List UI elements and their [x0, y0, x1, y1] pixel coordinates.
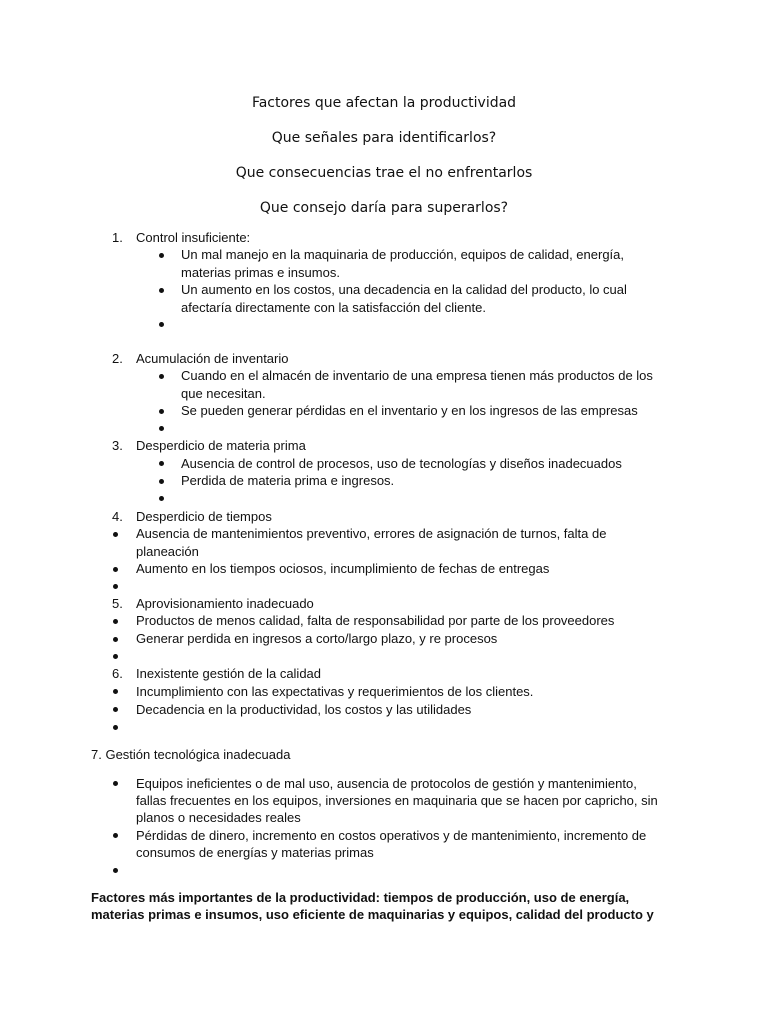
list-item: Pérdidas de dinero, incremento en costos operativos y de mantenimiento, incremento de: [136, 828, 647, 843]
bullet-icon: [159, 409, 164, 414]
bullet-icon: [113, 637, 118, 642]
list-item-continuation: materias primas e insumos.: [181, 265, 340, 280]
list-item-continuation: afectaría directamente con la satisfacción del cliente.: [181, 300, 486, 315]
bullet-icon: [113, 567, 118, 572]
list-item-continuation: que necesitan.: [181, 386, 266, 401]
list-item: Un aumento en los costos, una decadencia en la calidad del producto, lo cual: [181, 282, 627, 297]
item-title: Desperdicio de tiempos: [136, 509, 272, 524]
subtitle-advice: Que consejo daría para superarlos?: [259, 200, 509, 216]
list-item: Decadencia en la productividad, los costos y las utilidades: [136, 702, 472, 717]
bullet-icon: [113, 532, 118, 537]
item-number: 2.: [112, 351, 123, 366]
list-item: Ausencia de control de procesos, uso de tecnologías y diseños inadecuados: [181, 456, 622, 471]
item-number: 5.: [112, 596, 123, 611]
list-item-continuation: consumos de energías y materias primas: [136, 845, 374, 860]
list-item: Perdida de materia prima e ingresos.: [181, 473, 395, 488]
bullet-icon: [113, 654, 118, 659]
list-item: Un mal manejo en la maquinaria de producción, equipos de calidad, energía,: [181, 247, 625, 262]
bullet-icon: [113, 707, 118, 712]
bullet-icon: [113, 725, 118, 730]
list-item: Se pueden generar pérdidas en el inventario y en los ingresos de las empresas: [181, 403, 638, 418]
bullet-icon: [113, 833, 118, 838]
item-title: Acumulación de inventario: [136, 351, 289, 366]
bullet-icon: [159, 496, 164, 501]
item-number: 1.: [112, 230, 123, 245]
item-title: Aprovisionamiento inadecuado: [136, 596, 314, 611]
bullet-icon: [159, 253, 164, 258]
subtitle-consequences: Que consecuencias trae el no enfrentarlos: [235, 165, 533, 181]
list-item-continuation: planos o necesidades reales: [136, 810, 301, 825]
bullet-icon: [159, 479, 164, 484]
item-title: Control insuficiente:: [136, 230, 251, 245]
list-item: Productos de menos calidad, falta de responsabilidad por parte de los proveedores: [136, 613, 615, 628]
list-item: Cuando en el almacén de inventario de una empresa tienen más productos de los: [181, 368, 653, 383]
subtitle-signals: Que señales para identificarlos?: [271, 130, 497, 146]
bullet-icon: [113, 868, 118, 873]
bullet-icon: [159, 426, 164, 431]
conclusion-line: Factores más importantes de la productividad: tiempos de producción, uso de energía,: [91, 890, 630, 905]
document-title: Factores que afectan la productividad: [251, 95, 517, 111]
bullet-icon: [159, 322, 164, 327]
list-item-continuation: planeación: [136, 544, 199, 559]
item-number: 6.: [112, 666, 123, 681]
list-item: Generar perdida en ingresos a corto/largo plazo, y re procesos: [136, 631, 498, 646]
bullet-icon: [113, 584, 118, 589]
bullet-icon: [159, 288, 164, 293]
list-item: Aumento en los tiempos ociosos, incumplimiento de fechas de entregas: [136, 561, 550, 576]
list-item: Equipos ineficientes o de mal uso, ausencia de protocolos de gestión y mantenimiento,: [136, 776, 637, 791]
list-item-continuation: fallas frecuentes en los equipos, inversiones en maquinaria que se hacen por capricho, sin: [136, 793, 658, 808]
item-title: Inexistente gestión de la calidad: [136, 666, 322, 681]
bullet-icon: [113, 619, 118, 624]
conclusion-line: materias primas e insumos, uso eficiente de maquinarias y equipos, calidad del producto y: [91, 907, 654, 922]
bullet-icon: [159, 461, 164, 466]
bullet-icon: [113, 781, 118, 786]
list-item: Ausencia de mantenimientos preventivo, errores de asignación de turnos, falta de: [136, 526, 607, 541]
item-number: 3.: [112, 438, 123, 453]
item-number: 4.: [112, 509, 123, 524]
item-title: 7. Gestión tecnológica inadecuada: [91, 747, 291, 762]
bullet-icon: [113, 689, 118, 694]
item-title: Desperdicio de materia prima: [136, 438, 306, 453]
bullet-icon: [159, 374, 164, 379]
list-item: Incumplimiento con las expectativas y requerimientos de los clientes.: [136, 684, 534, 699]
